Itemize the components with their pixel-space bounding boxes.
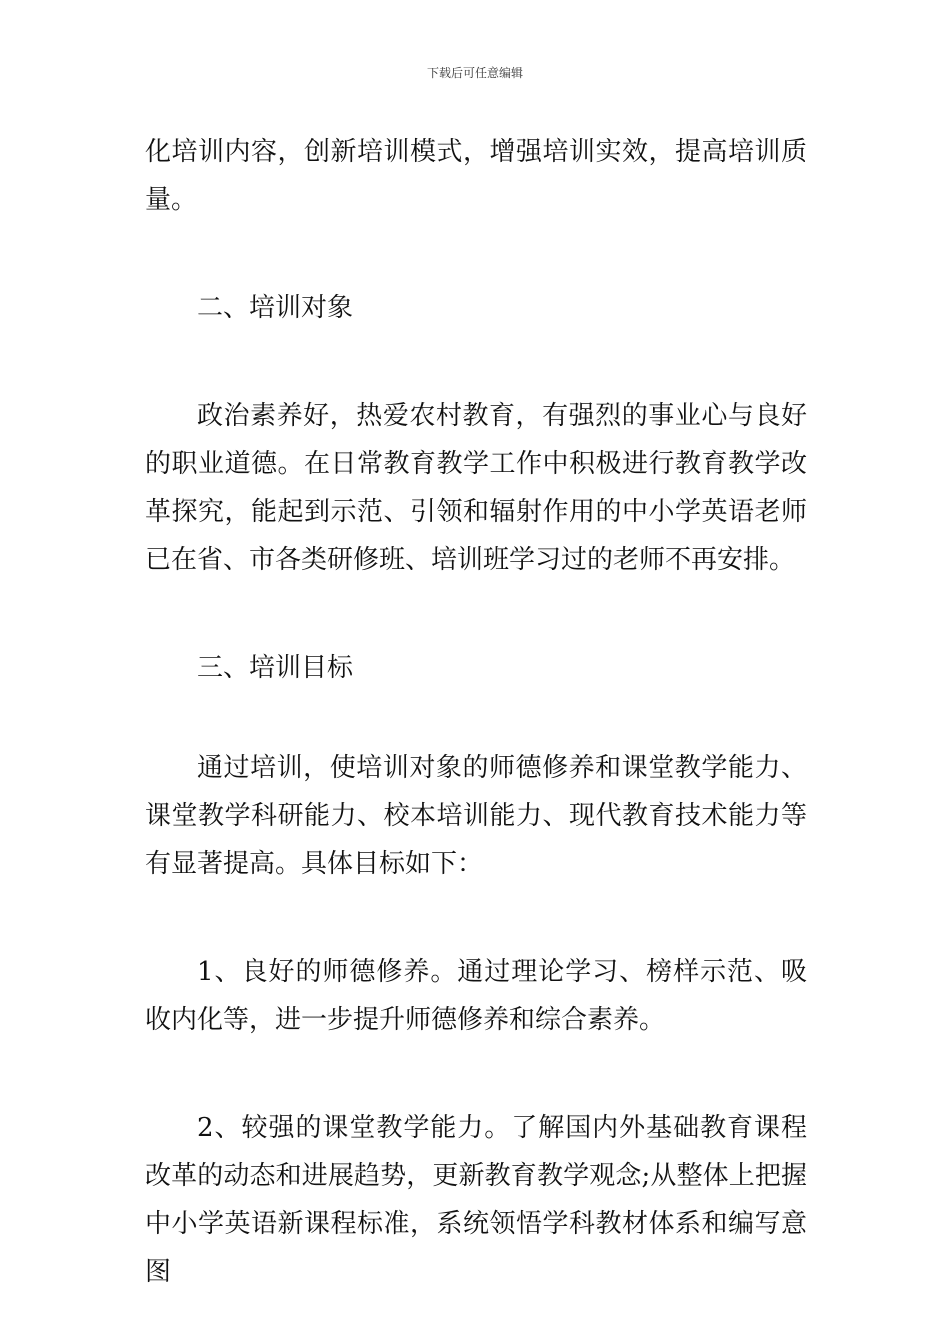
document-body <box>145 128 807 1296</box>
section-heading-training-targets: 二、培训对象 <box>197 293 354 323</box>
list-item-ethics: 1、良好的师德修养。通过理论学习、榜样示范、吸收内化等，进一步提升师德修养和综合素养。 <box>145 957 807 1035</box>
paragraph-intro-continuation: 化培训内容，创新培训模式，增强培训实效，提高培训质量。 <box>145 137 807 215</box>
page-header-note: 下载后可任意编辑 <box>426 66 523 80</box>
paragraph-training-goals: 通过培训，使培训对象的师德修养和课堂教学能力、课堂教学科研能力、校本培训能力、现代教育技术能力等有显著提高。具体目标如下： <box>145 753 807 879</box>
section-heading-training-goals: 三、培训目标 <box>197 653 354 683</box>
paragraph-training-targets: 政治素养好，热爱农村教育，有强烈的事业心与良好的职业道德。在日常教育教学工作中积极进行教育教学改革探究，能起到示范、引领和辐射作用的中小学英语老师已在省、市各类研修班、培训班学习过的老师不再安排。 <box>145 401 807 575</box>
list-item-teaching-ability: 2、较强的课堂教学能力。了解国内外基础教育课程改革的动态和进展趋势，更新教育教学观念;从整体上把握中小学英语新课程标准，系统领悟学科教材体系和编写意图 <box>145 1113 807 1287</box>
